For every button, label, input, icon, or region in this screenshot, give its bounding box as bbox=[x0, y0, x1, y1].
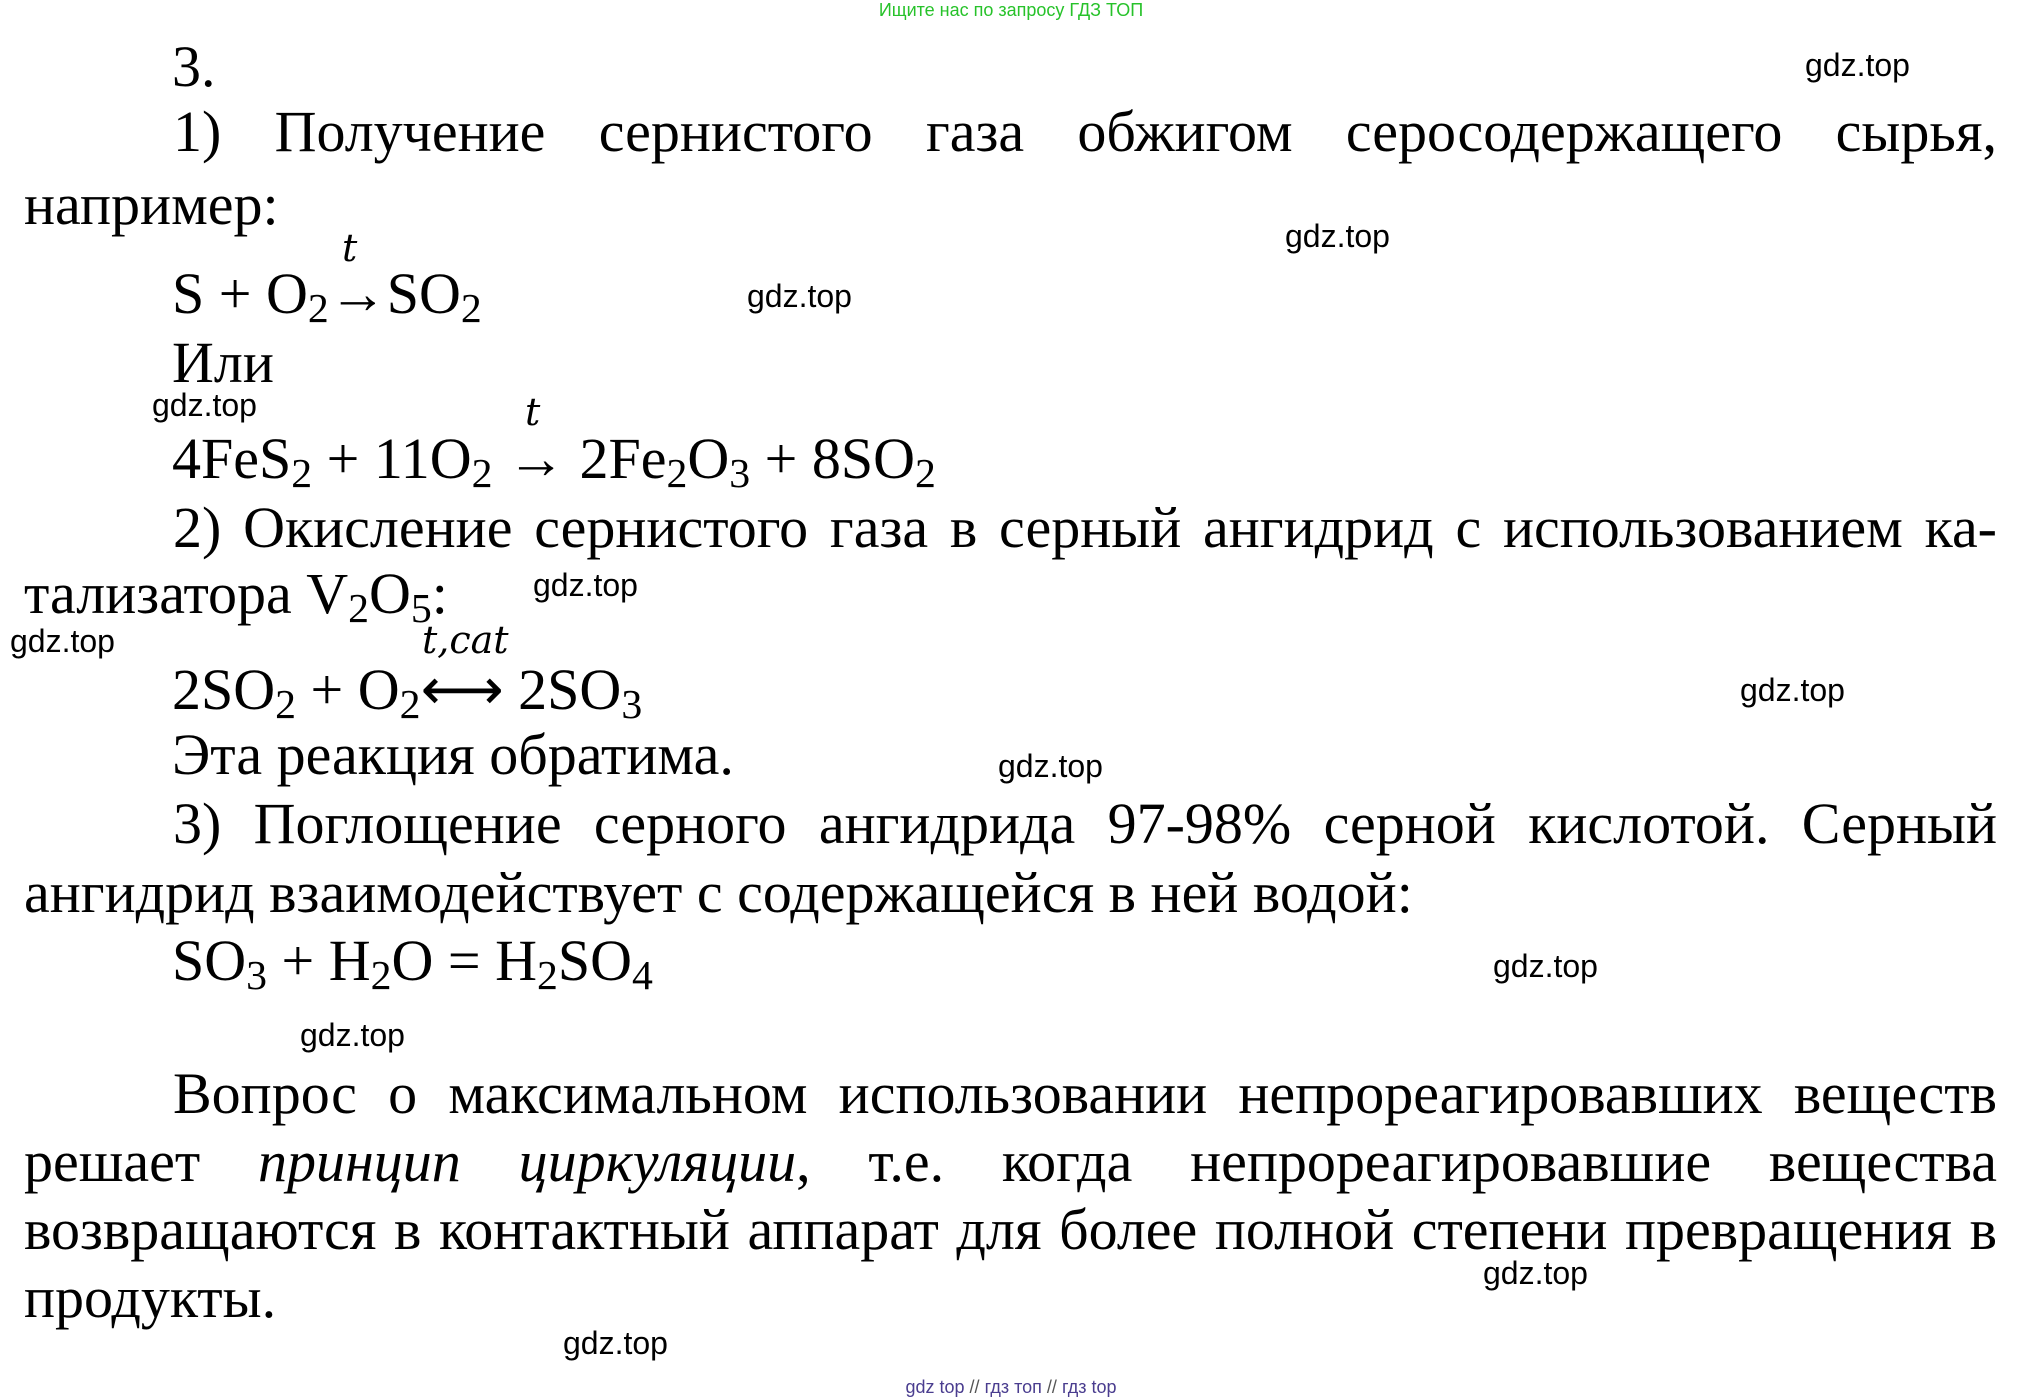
eq2-sub: 2 bbox=[914, 451, 936, 498]
eq2-condition: t bbox=[525, 390, 541, 434]
reversible-note: Эта реакция обратима. bbox=[172, 722, 734, 787]
watermark: gdz.top bbox=[533, 567, 638, 603]
eq3-part: 2SO bbox=[503, 657, 622, 722]
eq2-part: 4FeS bbox=[172, 426, 292, 491]
equation-1 bbox=[172, 261, 482, 333]
eq2-sub: 2 bbox=[666, 451, 688, 498]
eq2-part: + 11O bbox=[312, 426, 472, 491]
equation-4 bbox=[172, 928, 653, 1000]
step2-part: O bbox=[369, 561, 411, 626]
watermark: gdz.top bbox=[152, 387, 257, 423]
eq4-part: O = H bbox=[391, 928, 537, 993]
footer-link[interactable]: гдз топ bbox=[984, 1377, 1042, 1397]
eq4-sub: 4 bbox=[632, 953, 653, 1000]
eq3-sub: 2 bbox=[399, 682, 421, 729]
watermark: gdz.top bbox=[1740, 672, 1845, 708]
watermark: gdz.top bbox=[747, 278, 852, 314]
conclusion-italic: принцип циркуляции bbox=[258, 1129, 797, 1194]
eq3-condition: t,cat bbox=[422, 618, 509, 662]
eq3-sub: 2 bbox=[275, 682, 297, 729]
or-text: Или bbox=[172, 330, 274, 395]
eq2-part: O bbox=[687, 426, 730, 491]
step2-part: : bbox=[431, 561, 448, 626]
eq2-sub: 2 bbox=[291, 451, 313, 498]
eq1-left-sub: 2 bbox=[307, 286, 329, 333]
eq3-sub: 3 bbox=[621, 682, 643, 729]
eq2-part: + 8SO bbox=[750, 426, 915, 491]
footer-links bbox=[0, 1378, 2022, 1396]
eq2-part: 2Fe bbox=[579, 426, 667, 491]
watermark: gdz.top bbox=[998, 748, 1103, 784]
eq3-arrow: ⟷ bbox=[420, 655, 504, 723]
step3-line2: ангидрид взаимодействует с содержащейся в ней водой: bbox=[24, 860, 1413, 925]
eq1-right-sub: 2 bbox=[460, 286, 482, 333]
conclusion-text: , т.е. когда непрореагировавшие вещества возвращаются в контактный аппарат для более полной степени превращения в продукты. bbox=[24, 1129, 1997, 1330]
eq2-sub: 3 bbox=[729, 451, 751, 498]
eq4-sub: 2 bbox=[537, 953, 558, 1000]
footer-link[interactable]: gdz top bbox=[905, 1377, 965, 1397]
eq4-part: SO bbox=[557, 928, 633, 993]
watermark: gdz.top bbox=[1285, 218, 1390, 254]
footer-separator: // bbox=[1046, 1377, 1057, 1397]
step2-sub: 2 bbox=[348, 586, 370, 633]
step2-line2 bbox=[24, 561, 448, 633]
equation-2 bbox=[172, 426, 936, 498]
equation-3 bbox=[172, 655, 643, 729]
footer-separator: // bbox=[969, 1377, 980, 1397]
watermark: gdz.top bbox=[1493, 948, 1598, 984]
eq4-part: SO bbox=[172, 928, 247, 993]
step3-line1: 3) Поглощение серного ангидрида 97-98% серной кислотой. Серный bbox=[173, 791, 1997, 856]
watermark: gdz.top bbox=[1483, 1255, 1588, 1291]
watermark: gdz.top bbox=[1805, 47, 1910, 83]
watermark: gdz.top bbox=[563, 1325, 668, 1361]
watermark: gdz.top bbox=[300, 1017, 405, 1053]
eq1-arrow: → bbox=[328, 261, 387, 326]
eq2-sub: 2 bbox=[471, 451, 493, 498]
conclusion-paragraph bbox=[24, 1060, 1997, 1332]
eq1-left: S + O bbox=[172, 261, 308, 326]
footer-link[interactable]: гдз top bbox=[1061, 1377, 1117, 1397]
eq1-condition: t bbox=[342, 226, 358, 270]
step2-line2-text: тализатора V bbox=[24, 561, 349, 626]
conclusion-text: Вопрос о максимальном использовании непрореагировавших веществ решает bbox=[24, 1061, 1997, 1194]
eq4-part: + H bbox=[267, 928, 371, 993]
eq1-right: SO bbox=[386, 261, 461, 326]
step2-sub: 5 bbox=[410, 586, 432, 633]
top-banner[interactable]: Ищите нас по запросу ГДЗ ТОП bbox=[878, 0, 1144, 20]
eq4-sub: 3 bbox=[246, 953, 268, 1000]
task-number: 3. bbox=[172, 34, 216, 99]
eq2-arrow: → bbox=[492, 426, 580, 491]
eq4-sub: 2 bbox=[370, 953, 392, 1000]
watermark: gdz.top bbox=[10, 623, 115, 659]
step1-line1: 1) Получение сернистого газа обжигом серосодержащего сырья, bbox=[173, 99, 1997, 164]
eq3-part: + O bbox=[296, 657, 400, 722]
step1-line2: например: bbox=[24, 172, 279, 237]
eq3-part: 2SO bbox=[172, 657, 276, 722]
step2-line1: 2) Окисление сернистого газа в серный ангидрид с использованием ка- bbox=[173, 495, 1997, 560]
